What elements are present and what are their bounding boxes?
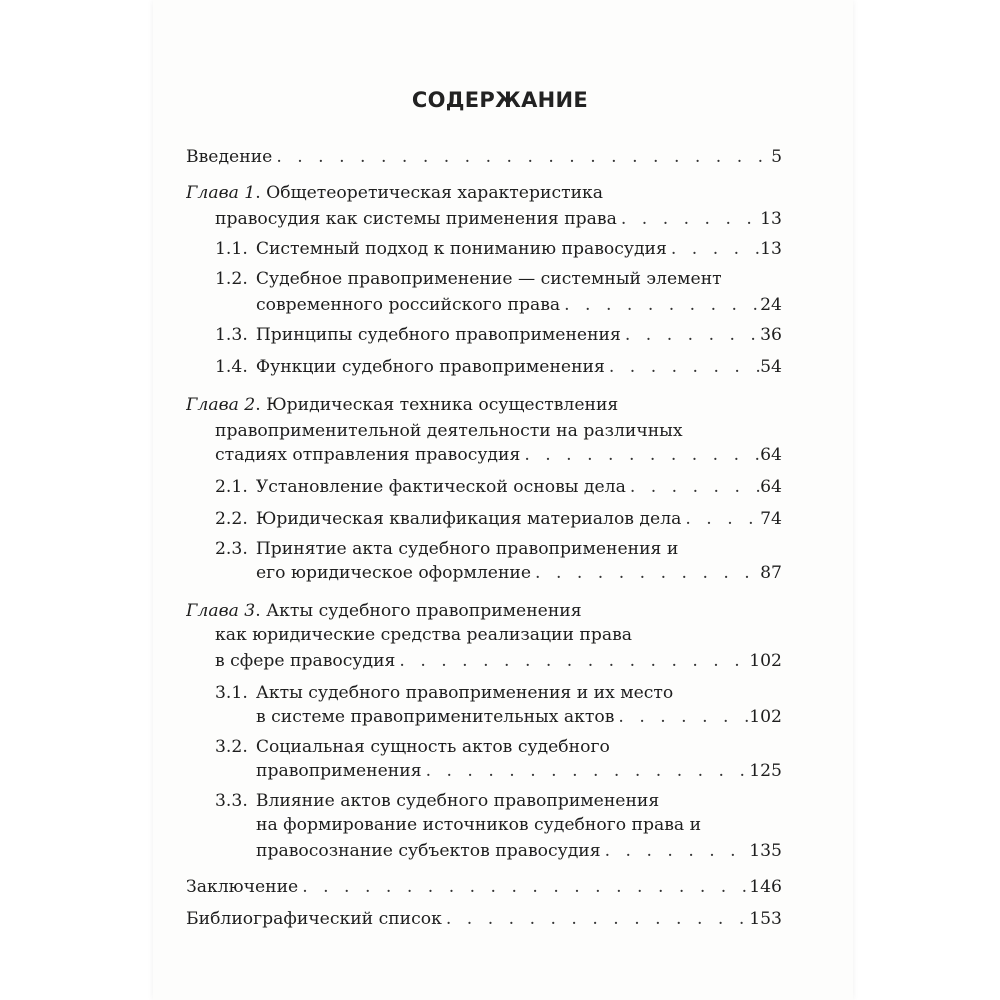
chapter-title-cont: правоприменительной деятельности на различных — [215, 421, 683, 441]
toc-page-number: 74 — [760, 509, 782, 529]
toc-section-1-3[interactable] — [215, 322, 782, 348]
section-title-cont: правосознание субъектов правосудия — [256, 841, 601, 861]
toc-leader — [605, 354, 760, 380]
toc-entry-title: Заключение — [186, 877, 299, 897]
section-number: 2.3. — [215, 539, 248, 559]
toc-leader — [442, 906, 749, 932]
section-title — [215, 322, 621, 348]
section-number: 3.3. — [215, 791, 248, 811]
section-title-text: Функции судебного правоприменения — [255, 357, 605, 377]
chapter-title-cont: правосудия как системы применения права — [215, 209, 617, 229]
toc-leader — [614, 704, 749, 730]
section-title-cont: на формирование источников судебного права и — [256, 815, 702, 835]
toc-entry-intro[interactable] — [186, 144, 782, 170]
toc-leader — [681, 506, 760, 532]
toc-chapter-2-line1[interactable] — [186, 392, 782, 418]
toc-section-1-2-line1[interactable] — [215, 266, 782, 292]
toc-entry-bibliography[interactable] — [186, 906, 782, 932]
toc-section-3-3-line2[interactable] — [256, 812, 782, 838]
toc-leader — [621, 322, 760, 348]
chapter-label: Глава 2 — [186, 395, 256, 415]
toc-chapter-3-line3[interactable] — [215, 648, 782, 674]
toc-chapter-3-line1[interactable] — [186, 598, 782, 624]
toc-section-3-2-line1[interactable] — [215, 734, 782, 760]
section-number: 1.4. — [215, 357, 248, 377]
toc-page-number: 64 — [760, 477, 782, 497]
toc-leader — [617, 206, 760, 232]
section-number: 2.1. — [215, 477, 248, 497]
toc-page-number: 24 — [760, 295, 782, 315]
toc-leader — [298, 874, 749, 900]
toc-leader — [531, 560, 760, 586]
section-title-text: Установление фактической основы дела — [255, 477, 626, 497]
toc-leader — [395, 648, 749, 674]
toc-section-2-2[interactable] — [215, 506, 782, 532]
toc-section-1-1[interactable] — [215, 236, 782, 262]
toc-leader — [272, 144, 771, 170]
toc-entry-title: Библиографический список — [186, 909, 442, 929]
section-title-text: Социальная сущность актов судебного — [255, 737, 610, 757]
toc-leader — [626, 474, 760, 500]
toc-page-number: 153 — [749, 909, 782, 929]
section-number: 1.3. — [215, 325, 248, 345]
chapter-title-cont: стадиях отправления правосудия — [215, 445, 521, 465]
toc-section-3-1-line2[interactable] — [256, 704, 782, 730]
section-title — [215, 236, 667, 262]
toc-leader — [422, 758, 750, 784]
section-title-cont: в системе правоприменительных актов — [256, 707, 615, 727]
section-number: 1.2. — [215, 269, 248, 289]
toc-leader — [520, 442, 760, 468]
section-number: 3.1. — [215, 683, 248, 703]
toc-section-3-3-line1[interactable] — [215, 788, 782, 814]
toc-section-1-4[interactable] — [215, 354, 782, 380]
toc-chapter-2-line2[interactable] — [215, 418, 782, 444]
toc-section-3-1-line1[interactable] — [215, 680, 782, 706]
section-title-text: Судебное правоприменение — системный элемент — [255, 269, 722, 289]
section-title-text: Принятие акта судебного правоприменения и — [255, 539, 679, 559]
toc-leader — [601, 838, 750, 864]
chapter-label: Глава 1 — [186, 183, 256, 203]
section-title-text: Влияние актов судебного правоприменения — [255, 791, 660, 811]
toc-chapter-1-line2[interactable] — [215, 206, 782, 232]
section-title-cont: его юридическое оформление — [256, 563, 532, 583]
toc-chapter-2-line3[interactable] — [215, 442, 782, 468]
chapter-title-cont: как юридические средства реализации права — [215, 625, 633, 645]
section-title — [215, 474, 626, 500]
toc-page-number: 102 — [749, 707, 782, 727]
toc-section-2-3-line1[interactable] — [215, 536, 782, 562]
toc-page-number: 13 — [760, 209, 782, 229]
toc-entry-conclusion[interactable] — [186, 874, 782, 900]
section-title-text: Системный подход к пониманию правосудия — [255, 239, 667, 259]
toc-chapter-3-line2[interactable] — [215, 622, 782, 648]
toc-entry-title: Введение — [186, 147, 273, 167]
toc-page-number: 64 — [760, 445, 782, 465]
section-title — [215, 354, 605, 380]
section-number: 2.2. — [215, 509, 248, 529]
chapter-title: . Общетеоретическая характеристика — [255, 183, 604, 203]
toc-leader — [667, 236, 760, 262]
toc-page-number: 135 — [749, 841, 782, 861]
toc-page-number: 36 — [760, 325, 782, 345]
toc-section-1-2-line2[interactable] — [256, 292, 782, 318]
chapter-title: . Юридическая техника осуществления — [255, 395, 619, 415]
section-number: 3.2. — [215, 737, 248, 757]
chapter-title-cont: в сфере правосудия — [215, 651, 396, 671]
section-title-text: Акты судебного правоприменения и их место — [255, 683, 674, 703]
section-title-text: Принципы судебного правоприменения — [255, 325, 621, 345]
toc-page-number: 54 — [760, 357, 782, 377]
toc-page-number: 102 — [749, 651, 782, 671]
toc-page-number: 5 — [771, 147, 782, 167]
toc-page-number: 13 — [760, 239, 782, 259]
toc-section-3-2-line2[interactable] — [256, 758, 782, 784]
toc-heading: СОДЕРЖАНИЕ — [411, 88, 589, 112]
section-title-cont: современного российского права — [256, 295, 561, 315]
toc-chapter-1-line1[interactable] — [186, 180, 782, 206]
toc-leader — [560, 292, 760, 318]
section-title-text: Юридическая квалификация материалов дела — [255, 509, 682, 529]
section-number: 1.1. — [215, 239, 248, 259]
section-title — [215, 506, 681, 532]
toc-section-2-1[interactable] — [215, 474, 782, 500]
section-title-cont: правоприменения — [256, 761, 422, 781]
toc-section-3-3-line3[interactable] — [256, 838, 782, 864]
toc-section-2-3-line2[interactable] — [256, 560, 782, 586]
toc-page-number: 87 — [760, 563, 782, 583]
toc-page-number: 146 — [749, 877, 782, 897]
chapter-label: Глава 3 — [186, 601, 256, 621]
toc-page-number: 125 — [749, 761, 782, 781]
chapter-title: . Акты судебного правоприменения — [255, 601, 582, 621]
